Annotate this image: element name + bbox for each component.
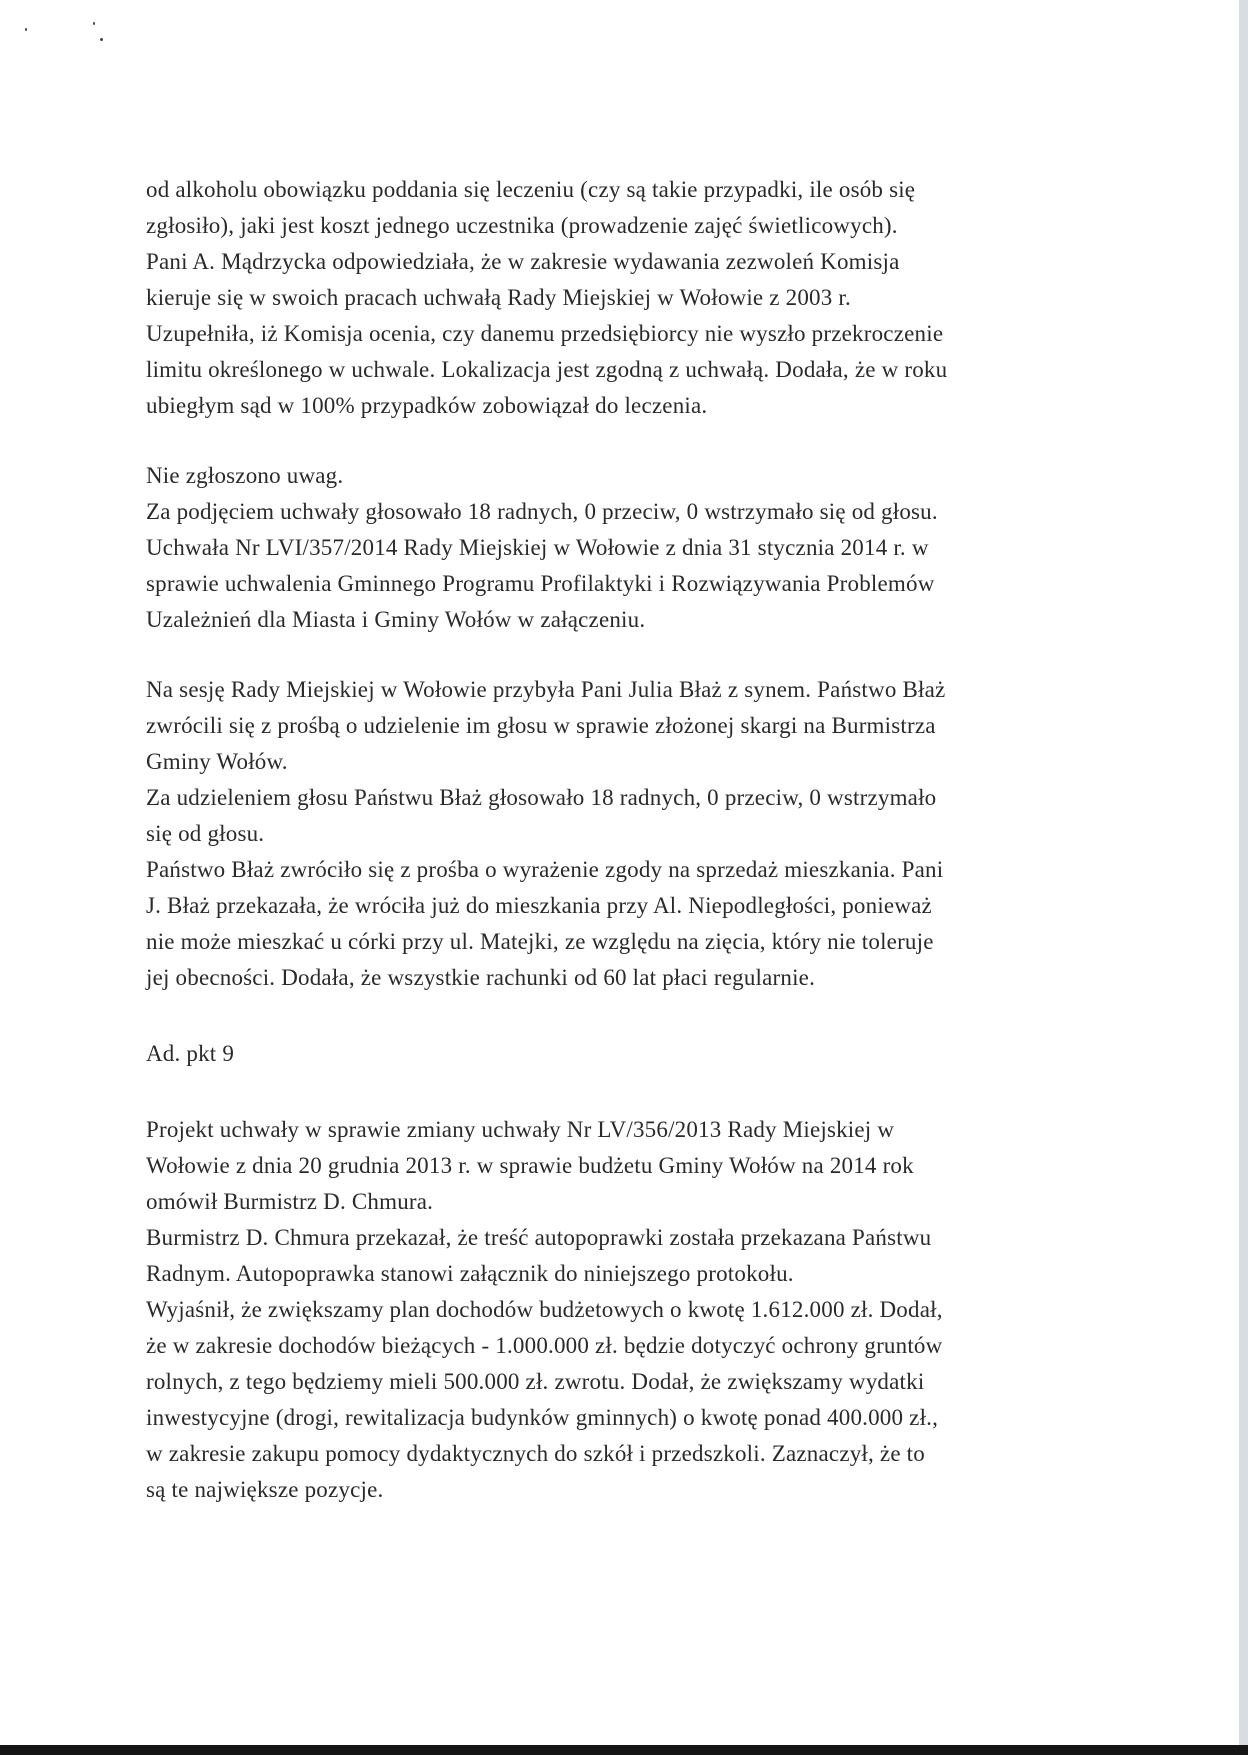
text-line: rolnych, z tego będziemy mieli 500.000 zł. zwrotu. Dodał, że zwiększamy wydatki <box>146 1369 925 1394</box>
text-line: Projekt uchwały w sprawie zmiany uchwały Nr LV/356/2013 Rady Miejskiej w <box>146 1117 895 1142</box>
scan-speck <box>93 22 95 25</box>
text-line: Burmistrz D. Chmura przekazał, że treść autopoprawki została przekazana Państwu <box>146 1225 932 1250</box>
text-line: od alkoholu obowiązku poddania się leczeniu (czy są takie przypadki, ile osób się <box>146 177 916 202</box>
scan-speck <box>100 38 103 41</box>
text-line: nie może mieszkać u córki przy ul. Matejki, ze względu na zięcia, który nie toleruje <box>146 929 934 954</box>
text-line: sprawie uchwalenia Gminnego Programu Profilaktyki i Rozwiązywania Problemów <box>146 571 935 596</box>
text-line: zwrócili się z prośbą o udzielenie im głosu w sprawie złożonej skargi na Burmistrza <box>146 713 936 738</box>
text-line: inwestycyjne (drogi, rewitalizacja budynków gminnych) o kwotę ponad 400.000 zł., <box>146 1405 939 1430</box>
text-line: limitu określonego w uchwale. Lokalizacja jest zgodną z uchwałą. Dodała, że w roku <box>146 357 948 382</box>
text-line: Państwo Błaż zwróciło się z prośba o wyrażenie zgody na sprzedaż mieszkania. Pani <box>146 857 944 882</box>
scan-bottom-edge <box>0 1745 1248 1755</box>
text-line: Nie zgłoszono uwag. <box>146 463 344 488</box>
text-line: Uzupełniła, iż Komisja ocenia, czy danemu przedsiębiorcy nie wyszło przekroczenie <box>146 321 944 346</box>
text-line: Pani A. Mądrzycka odpowiedziała, że w zakresie wydawania zezwoleń Komisja <box>146 249 900 274</box>
paragraph-blaz-request <box>146 672 1090 996</box>
scan-speck <box>25 28 27 31</box>
document-body <box>146 172 1090 1508</box>
paragraph-budget-amendment <box>146 1112 1090 1508</box>
text-line: Radnym. Autopoprawka stanowi załącznik do niniejszego protokołu. <box>146 1261 794 1286</box>
text-line: Uzależnień dla Miasta i Gminy Wołów w załączeniu. <box>146 607 646 632</box>
scan-right-edge <box>1239 0 1248 1755</box>
text-line: się od głosu. <box>146 821 265 846</box>
text-line: Wyjaśnił, że zwiększamy plan dochodów budżetowych o kwotę 1.612.000 zł. Dodał, <box>146 1297 943 1322</box>
text-line: Uchwała Nr LVI/357/2014 Rady Miejskiej w Wołowie z dnia 31 stycznia 2014 r. w <box>146 535 929 560</box>
text-line: Na sesję Rady Miejskiej w Wołowie przybyła Pani Julia Błaż z synem. Państwo Błaż <box>146 677 946 702</box>
text-line: Za udzieleniem głosu Państwu Błaż głosowało 18 radnych, 0 przeciw, 0 wstrzymało <box>146 785 937 810</box>
text-line: Wołowie z dnia 20 grudnia 2013 r. w sprawie budżetu Gminy Wołów na 2014 rok <box>146 1153 914 1178</box>
text-line: kieruje się w swoich pracach uchwałą Rady Miejskiej w Wołowie z 2003 r. <box>146 285 851 310</box>
text-line: są te największe pozycje. <box>146 1477 384 1502</box>
text-line: Za podjęciem uchwały głosowało 18 radnych, 0 przeciw, 0 wstrzymało się od głosu. <box>146 499 938 524</box>
text-line: w zakresie zakupu pomocy dydaktycznych do szkół i przedszkoli. Zaznaczył, że to <box>146 1441 925 1466</box>
paragraph-vote-resolution <box>146 458 1090 638</box>
text-line: omówił Burmistrz D. Chmura. <box>146 1189 434 1214</box>
paragraph-commission-answer <box>146 172 1090 424</box>
section-heading-ad-pkt-9 <box>146 1036 1090 1072</box>
text-line: zgłosiło), jaki jest koszt jednego uczestnika (prowadzenie zajęć świetlicowych). <box>146 213 898 238</box>
text-line: Gminy Wołów. <box>146 749 288 774</box>
text-line: jej obecności. Dodała, że wszystkie rachunki od 60 lat płaci regularnie. <box>146 965 816 990</box>
text-line: ubiegłym sąd w 100% przypadków zobowiązał do leczenia. <box>146 393 708 418</box>
text-line: J. Błaż przekazała, że wróciła już do mieszkania przy Al. Niepodległości, ponieważ <box>146 893 932 918</box>
text-line: Ad. pkt 9 <box>146 1041 235 1066</box>
text-line: że w zakresie dochodów bieżących - 1.000.000 zł. będzie dotyczyć ochrony gruntów <box>146 1333 943 1358</box>
